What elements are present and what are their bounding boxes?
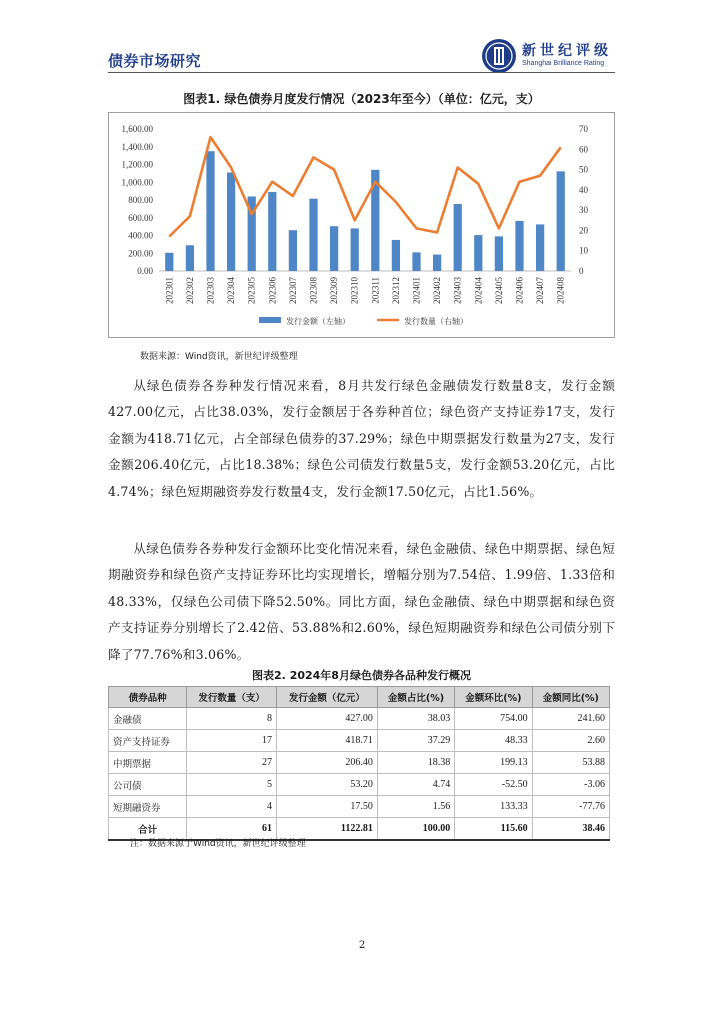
bar [227,172,235,271]
y-left-tick-label: 600.00 [128,212,153,223]
cell-total-label: 合计 [109,818,187,841]
bar [536,224,544,271]
cell-share: 38.03 [377,708,454,730]
cell-count: 8 [187,708,277,730]
bar [557,171,565,271]
x-tick-label: 202401 [411,277,422,304]
legend-label-amount: 发行金额（左轴） [286,317,350,326]
figure1-caption: 图表1. 绿色债券月度发行情况（2023年至今）（单位：亿元，支） [183,92,540,106]
cell-count: 27 [187,752,277,774]
bar [289,230,297,271]
cell-mom: 133.33 [455,796,532,818]
legend-swatch-amount [259,317,281,323]
paragraph-mom-yoy-change: 从绿色债券各券种发行金额环比变化情况来看，绿色金融债、绿色中期票据、绿色短期融资券和绿色资产支持证券环比均实现增长，增幅分别为7.54倍、1.99倍、1.33倍和48.33%，仅绿色公司债下降52.50%。同比方面，绿色金融债、绿色中期票据和绿色资产支持证券分别增长了2.42倍、53.88%和2.60%，绿色短期融资券和绿色公司债分别下降了77.76%和3.06%。 [108,541,615,662]
table2-note: 注：数据来源于Wind资讯，新世纪评级整理 [130,839,306,849]
bar [412,252,420,271]
cell-share: 4.74 [377,774,454,796]
figure1-chart [108,112,615,338]
bar [351,228,359,271]
x-tick-label: 202311 [370,277,381,304]
y-right-tick-label: 60 [579,144,588,155]
x-tick-label: 202405 [493,277,504,304]
y-right-tick-label: 40 [579,184,588,195]
cell-yoy: 53.88 [532,752,609,774]
col-header-share: 金额占比(%) [377,687,454,708]
cell-type: 短期融资券 [109,796,187,818]
y-left-tick-label: 1,200.00 [121,159,153,170]
x-tick-label: 202404 [473,277,484,304]
cell-yoy: 2.60 [532,730,609,752]
cell-amount: 53.20 [276,774,377,796]
cell-amount: 427.00 [276,708,377,730]
bar [186,245,194,271]
x-tick-label: 202307 [287,277,298,304]
col-header-yoy: 金额同比(%) [532,687,609,708]
col-header-amount: 发行金额（亿元） [276,687,377,708]
cell-yoy: 241.60 [532,708,609,730]
x-tick-label: 202408 [555,277,566,304]
bar [433,255,441,271]
cell-type: 中期票据 [109,752,187,774]
x-tick-label: 202308 [308,277,319,304]
bar [392,240,400,271]
x-tick-label: 202402 [432,277,443,304]
table2-caption: 图表2. 2024年8月绿色债券各品种发行概况 [252,669,471,682]
cell-amount: 17.50 [276,796,377,818]
table-row [109,774,610,796]
y-left-tick-label: 400.00 [128,230,153,241]
col-header-type: 债券品种 [109,687,187,708]
x-tick-label: 202305 [246,277,257,304]
y-right-tick-label: 30 [579,205,588,216]
cell-mom: 48.33 [455,730,532,752]
cell-mom: 199.13 [455,752,532,774]
cell-yoy: -3.06 [532,774,609,796]
bar [309,199,317,271]
brand-name-en: Shanghai Brilliance Rating [522,60,605,67]
y-left-tick-label: 1,600.00 [121,124,153,134]
cell-mom: -52.50 [455,774,532,796]
cell-share: 18.38 [377,752,454,774]
cell-total-amount: 1122.81 [276,818,377,841]
y-right-tick-label: 0 [579,266,584,276]
x-tick-label: 202306 [267,277,278,304]
x-tick-label: 202301 [164,277,175,304]
cell-yoy: -77.76 [532,796,609,818]
table-header-row [109,687,610,708]
brand-name-cn: 新世纪评级 [522,43,612,59]
cell-count: 5 [187,774,277,796]
figure1-source: 数据来源：Wind资讯，新世纪评级整理 [140,352,298,362]
bar [330,226,338,271]
cell-count: 4 [187,796,277,818]
header-divider [108,72,615,73]
y-right-tick-label: 70 [579,124,588,134]
table-row [109,708,610,730]
bar [268,192,276,271]
cell-total-count: 61 [187,818,277,841]
bar [454,204,462,271]
y-left-tick-label: 200.00 [128,248,153,259]
x-tick-label: 202302 [184,277,195,304]
bar [495,236,503,271]
x-tick-label: 202403 [452,277,463,304]
paragraph-issuance-by-type: 从绿色债券各券种发行情况来看，8月共发行绿色金融债发行数量8支，发行金额427.00亿元，占比38.03%，发行金额居于各券种首位；绿色资产支持证券17支，发行金额为418.71亿元，占全部绿色债券的37.29%；绿色中期票据发行数量为27支，发行金额206.40亿元，占比18.38%；绿色公司债发行数量5支，发行金额53.20亿元，占比4.74%；绿色短期融资券发行数量4支，发行金额17.50亿元，占比1.56%。 [108,378,615,499]
cell-total-share: 100.00 [377,818,454,841]
cell-total-mom: 115.60 [455,818,532,841]
x-tick-label: 202407 [535,277,546,304]
y-right-tick-label: 20 [579,225,588,236]
page-number: 2 [358,940,366,951]
bar [515,221,523,271]
cell-type: 公司债 [109,774,187,796]
x-tick-label: 202406 [514,277,525,304]
bar [165,253,173,271]
cell-total-yoy: 38.46 [532,818,609,841]
x-tick-label: 202312 [390,277,401,304]
x-tick-label: 202304 [226,277,237,304]
bar [206,151,214,271]
cell-share: 37.29 [377,730,454,752]
table-row [109,796,610,818]
legend-label-count: 发行数量（右轴） [404,317,468,326]
cell-amount: 206.40 [276,752,377,774]
col-header-mom: 金额环比(%) [455,687,532,708]
cell-share: 1.56 [377,796,454,818]
bar [474,235,482,271]
y-left-tick-label: 800.00 [128,195,153,205]
table-row [109,730,610,752]
y-left-tick-label: 1,000.00 [121,177,153,188]
cell-amount: 418.71 [276,730,377,752]
table-row [109,752,610,774]
x-tick-label: 202303 [205,277,216,304]
header-title: 债券市场研究 [108,52,202,70]
y-left-tick-label: 1,400.00 [121,141,153,152]
cell-type: 资产支持证券 [109,730,187,752]
cell-mom: 754.00 [455,708,532,730]
y-right-tick-label: 50 [579,164,588,175]
issuance-summary-table [108,686,610,841]
x-tick-label: 202309 [329,277,340,304]
x-tick-label: 202310 [349,277,360,304]
cell-type: 金融债 [109,708,187,730]
col-header-count: 发行数量（支） [187,687,277,708]
brand-logo-icon [481,38,517,74]
cell-count: 17 [187,730,277,752]
y-right-tick-label: 10 [579,245,588,256]
chart-canvas [109,113,616,339]
y-left-tick-label: 0.00 [137,266,153,276]
